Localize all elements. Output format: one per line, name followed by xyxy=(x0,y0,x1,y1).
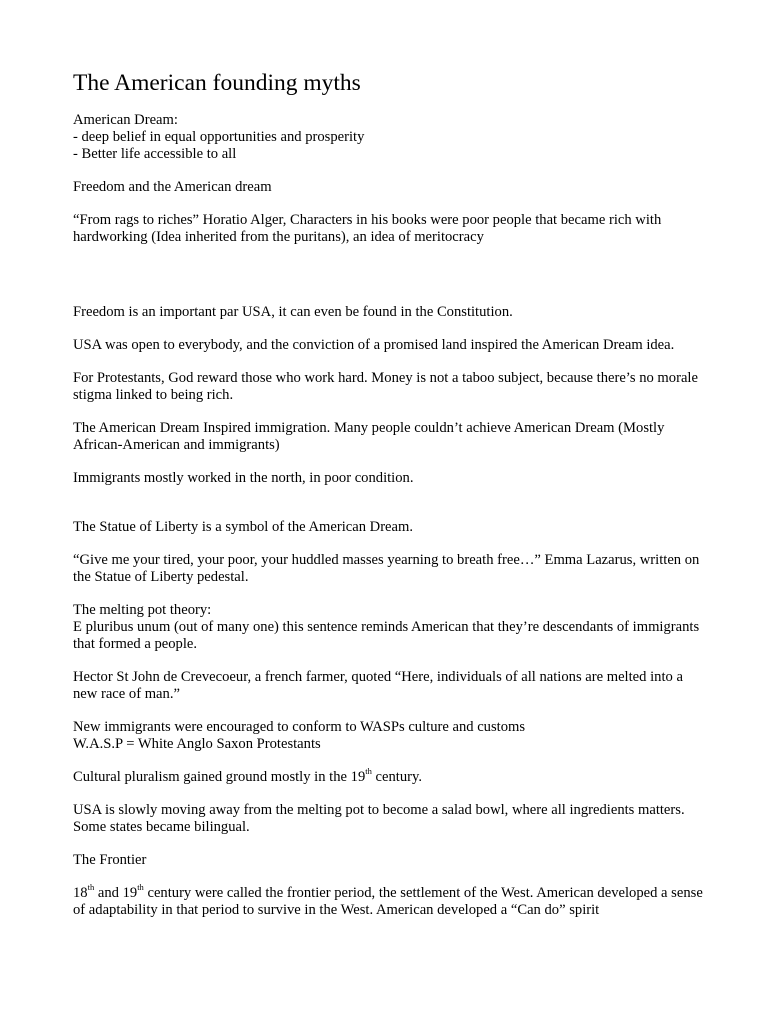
rags-to-riches-paragraph: “From rags to riches” Horatio Alger, Characters in his books were poor people that became rich with hardworking (Idea inherited from the puritans), an idea of meritocracy xyxy=(73,212,662,245)
document-title: The American founding myths xyxy=(73,70,361,96)
paragraph: Immigrants mostly worked in the north, in poor condition. xyxy=(73,470,414,486)
document-page xyxy=(73,68,703,935)
pluralism-text-end: century. xyxy=(371,769,422,785)
frontier-heading: The Frontier xyxy=(73,852,147,868)
paragraph: For Protestants, God reward those who work hard. Money is not a taboo subject, because there’s no morale stigma linked to being rich. xyxy=(73,370,698,403)
frontier-text: and 19 xyxy=(94,885,138,901)
pluralism-superscript: th xyxy=(365,766,372,777)
frontier-text: century were called the frontier period, the settlement of the West. American developed a sense of adaptability in that period to survive in the West. American developed a “Can do” spirit xyxy=(73,885,703,918)
wasp-definition: W.A.S.P = White Anglo Saxon Protestants xyxy=(73,736,321,752)
lazarus-quote-paragraph: “Give me your tired, your poor, your huddled masses yearning to breath free…” Emma Lazarus, written on the Statue of Liberty pedestal. xyxy=(73,552,700,585)
statue-paragraph: The Statue of Liberty is a symbol of the American Dream. xyxy=(73,519,414,535)
salad-bowl-paragraph: USA is slowly moving away from the melting pot to become a salad bowl, where all ingredients matters. Some states became bilingual. xyxy=(73,802,685,835)
paragraph: Freedom is an important par USA, it can even be found in the Constitution. xyxy=(73,304,513,320)
american-dream-section xyxy=(73,112,703,163)
frontier-superscript: th xyxy=(137,882,144,893)
frontier-superscript: th xyxy=(87,882,95,893)
melting-pot-text: E pluribus unum (out of many one) this sentence reminds American that they’re descendants of immigrants that formed a people. xyxy=(73,619,700,652)
pluralism-text: Cultural pluralism gained ground mostly in the 19 xyxy=(73,769,366,785)
wasp-section xyxy=(73,719,703,753)
wasp-line: New immigrants were encouraged to conform to WASPs culture and customs xyxy=(73,719,526,735)
melting-pot-section xyxy=(73,602,703,653)
paragraph: USA was open to everybody, and the conviction of a promised land inspired the American Dream idea. xyxy=(73,337,675,353)
spacer xyxy=(73,503,703,519)
pluralism-paragraph xyxy=(73,766,703,786)
american-dream-heading: American Dream: xyxy=(73,112,178,128)
american-dream-point: - Better life accessible to all xyxy=(73,146,237,162)
frontier-paragraph xyxy=(73,882,703,919)
spacer xyxy=(73,262,703,304)
crevecoeur-paragraph: Hector St John de Crevecoeur, a french farmer, quoted “Here, individuals of all nations are melted into a new race of man.” xyxy=(73,669,683,702)
frontier-text: 18 xyxy=(73,885,88,901)
american-dream-point: - deep belief in equal opportunities and prosperity xyxy=(73,129,365,145)
freedom-heading: Freedom and the American dream xyxy=(73,179,272,195)
paragraph: The American Dream Inspired immigration. Many people couldn’t achieve American Dream (Mostly African-American and immigrants) xyxy=(73,420,665,453)
melting-pot-heading: The melting pot theory: xyxy=(73,602,212,618)
